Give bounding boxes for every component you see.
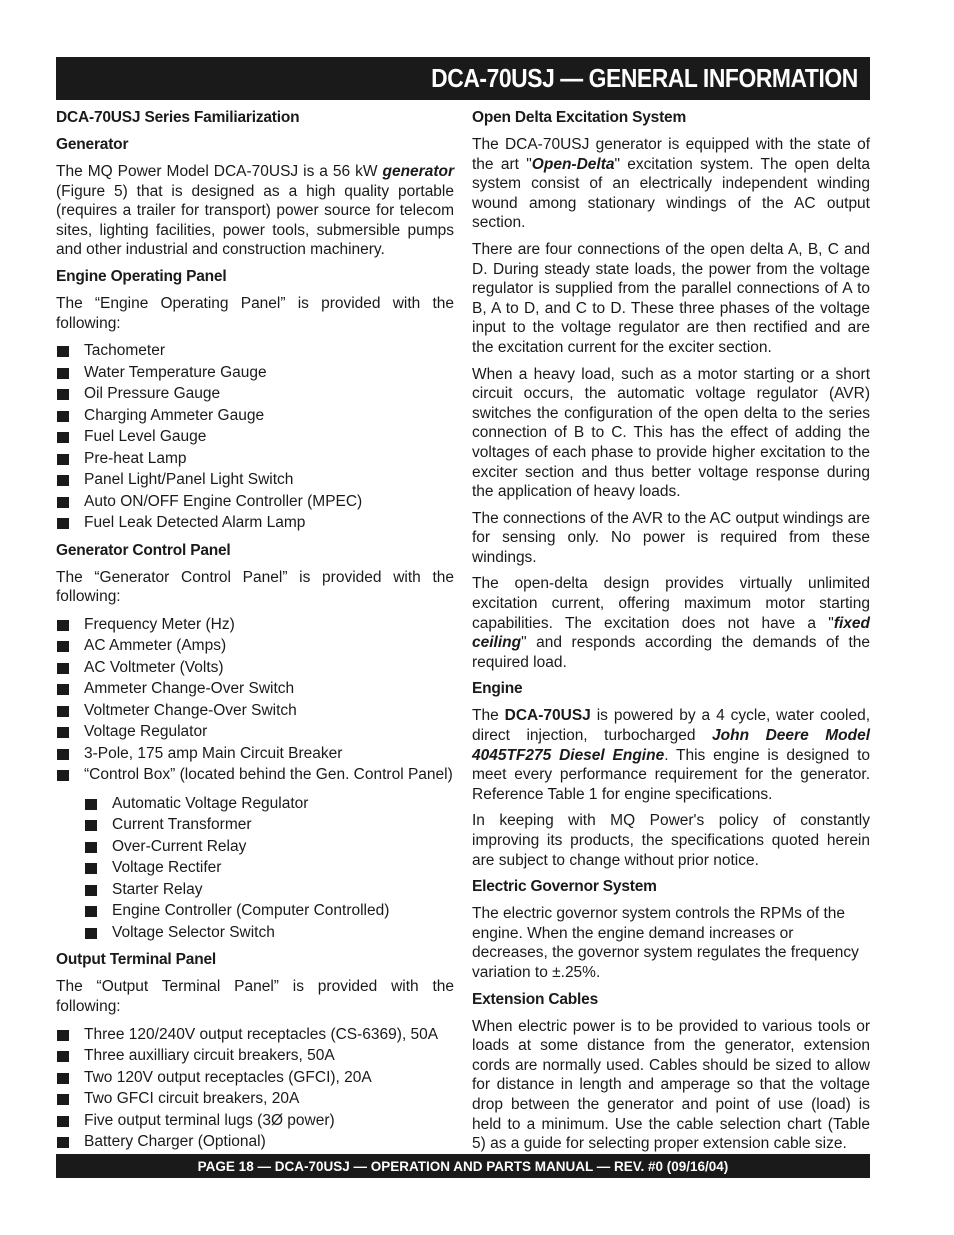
list-item: Voltage Regulator [56,721,454,743]
list-item: Voltmeter Change-Over Switch [56,700,454,722]
list-item: Starter Relay [84,879,454,901]
list-item: Three 120/240V output receptacles (CS-6369), 50A [56,1024,454,1046]
open-delta-emphasis: Open-Delta [531,155,615,173]
list-item: AC Ammeter (Amps) [56,635,454,657]
excitation-text-d: " and responds according the demands of the required load. [472,634,870,671]
generator-panel-heading: Generator Control Panel [56,541,231,559]
excitation-paragraph-1 [472,135,870,233]
engine-panel-list [56,340,454,534]
list-item: Automatic Voltage Regulator [84,793,454,815]
generator-description [56,162,454,260]
excitation-text-c: The open-delta design provides virtually unlimited excitation current, offering maximum motor starting capabilities. The excitation does not have a " [472,575,870,632]
engine-panel-heading: Engine Operating Panel [56,267,227,285]
list-item: Current Transformer [84,814,454,836]
list-item: Five output terminal lugs (3Ø power) [56,1110,454,1132]
engine-text-c: . This engine is designed to meet every performance requirement for the generator. Reference Table 1 for engine specifications. [472,746,870,803]
fixed-ceiling-emphasis: fixed ceiling [472,614,870,652]
left-column [56,108,454,1181]
engine-text-b: is powered by a 4 cycle, water cooled, direct injection, turbocharged [472,707,870,745]
list-item: Two 120V output receptacles (GFCI), 20A [56,1067,454,1089]
list-item: Oil Pressure Gauge [56,383,454,405]
generator-text-1: The MQ Power Model DCA-70USJ is a 56 kW [56,163,383,180]
generator-text-2: (Figure 5) that is designed as a high quality portable (requires a trailer for transport) power source for telecom sites, lighting facilities, power tools, submersible pumps and other industrial and construction machinery. [56,182,454,259]
excitation-text-b: " excitation system. The open delta system consist of an electrically independent winding wound among stationary windings of the AC output section. [472,155,870,232]
list-item: Two GFCI circuit breakers, 20A [56,1088,454,1110]
cables-paragraph: When electric power is to be provided to various tools or loads at some distance from the generator, extension cords are normally used. Cables should be sized to allow for distance in length and amperage so that the voltage drop between the generator and point of use (load) is held to a minimum. Use the cable selection chart (Table 5) as a guide for selecting proper extension cable size. [472,1017,870,1153]
engine-text-a: The [472,707,505,725]
cables-heading: Extension Cables [472,990,599,1008]
list-item: Over-Current Relay [84,836,454,858]
list-item: Frequency Meter (Hz) [56,614,454,636]
list-item: “Control Box” (located behind the Gen. Control Panel) [56,764,454,786]
list-item: Fuel Leak Detected Alarm Lamp [56,512,454,534]
list-item: Voltage Selector Switch [84,922,454,944]
excitation-text-a: The DCA-70USJ generator is equipped with the state of the art " [472,136,870,173]
list-item: Charging Ammeter Gauge [56,405,454,427]
engine-paragraph-1 [472,706,870,804]
governor-paragraph: The electric governor system controls the RPMs of the engine. When the engine demand increases or decreases, the governor system regulates the frequency variation to ±.25%. [472,905,859,981]
list-item: Auto ON/OFF Engine Controller (MPEC) [56,491,454,513]
page-header [56,57,870,100]
excitation-paragraph-3: When a heavy load, such as a motor starting or a short circuit occurs, the automatic voltage regulator (AVR) switches the configuration of the open delta to the series connection of B to C. This has the effect of adding the voltages of each phase to provide higher excitation to the exciter section and thus better voltage response during the application of heavy loads. [472,365,870,501]
governor-heading: Electric Governor System [472,878,657,896]
list-item: Tachometer [56,340,454,362]
excitation-paragraph-4: The connections of the AVR to the AC output windings are for sensing only. No power is required from these windings. [472,509,870,566]
page-footer: PAGE 18 — DCA-70USJ — OPERATION AND PARTS MANUAL — REV. #0 (09/16/04) [56,1154,870,1178]
list-item: Three auxilliary circuit breakers, 50A [56,1045,454,1067]
page-title: DCA-70USJ — GENERAL INFORMATION [431,63,858,93]
familiarization-heading: DCA-70USJ Series Familiarization [56,109,300,126]
engine-panel-intro: The “Engine Operating Panel” is provided with the following: [56,294,454,332]
excitation-paragraph-5 [472,574,870,672]
excitation-heading: Open Delta Excitation System [472,109,687,126]
generator-heading: Generator [56,136,129,153]
engine-paragraph-2: In keeping with MQ Power's policy of constantly improving its products, the specifications quoted herein are subject to change without prior notice. [472,812,870,869]
engine-emphasis: John Deere Model 4045TF275 Diesel Engine [472,727,871,764]
list-item: 3-Pole, 175 amp Main Circuit Breaker [56,743,454,765]
output-panel-list [56,1024,454,1175]
list-item: AC Voltmeter (Volts) [56,657,454,679]
right-column [472,108,870,1161]
output-panel-intro: The “Output Terminal Panel” is provided with the following: [56,978,454,1015]
list-item: Water Temperature Gauge [56,362,454,384]
list-item: Pre-heat Lamp [56,448,454,470]
list-item: Fuel Level Gauge [56,426,454,448]
list-item: Engine Controller (Computer Controlled) [84,900,454,922]
generator-emphasis: generator [382,163,454,180]
list-item: Panel Light/Panel Light Switch [56,469,454,491]
list-item: Ammeter Change-Over Switch [56,678,454,700]
generator-panel-list [56,614,454,786]
list-item: Battery Charger (Optional) [56,1131,454,1153]
list-item: Voltage Rectifer [84,857,454,879]
engine-heading: Engine [472,680,523,698]
engine-model-name: DCA-70USJ [504,707,591,725]
output-panel-heading: Output Terminal Panel [56,951,217,969]
excitation-paragraph-2: There are four connections of the open delta A, B, C and D. During steady state loads, the power from the voltage regulator is supplied from the parallel connections of A to B, A to D, and C to D. These three phases of the voltage input to the voltage regulator are then rectified and are the excitation current for the exciter section. [472,240,870,356]
generator-panel-intro: The “Generator Control Panel” is provided with the following: [56,568,454,606]
control-box-list [84,793,454,944]
